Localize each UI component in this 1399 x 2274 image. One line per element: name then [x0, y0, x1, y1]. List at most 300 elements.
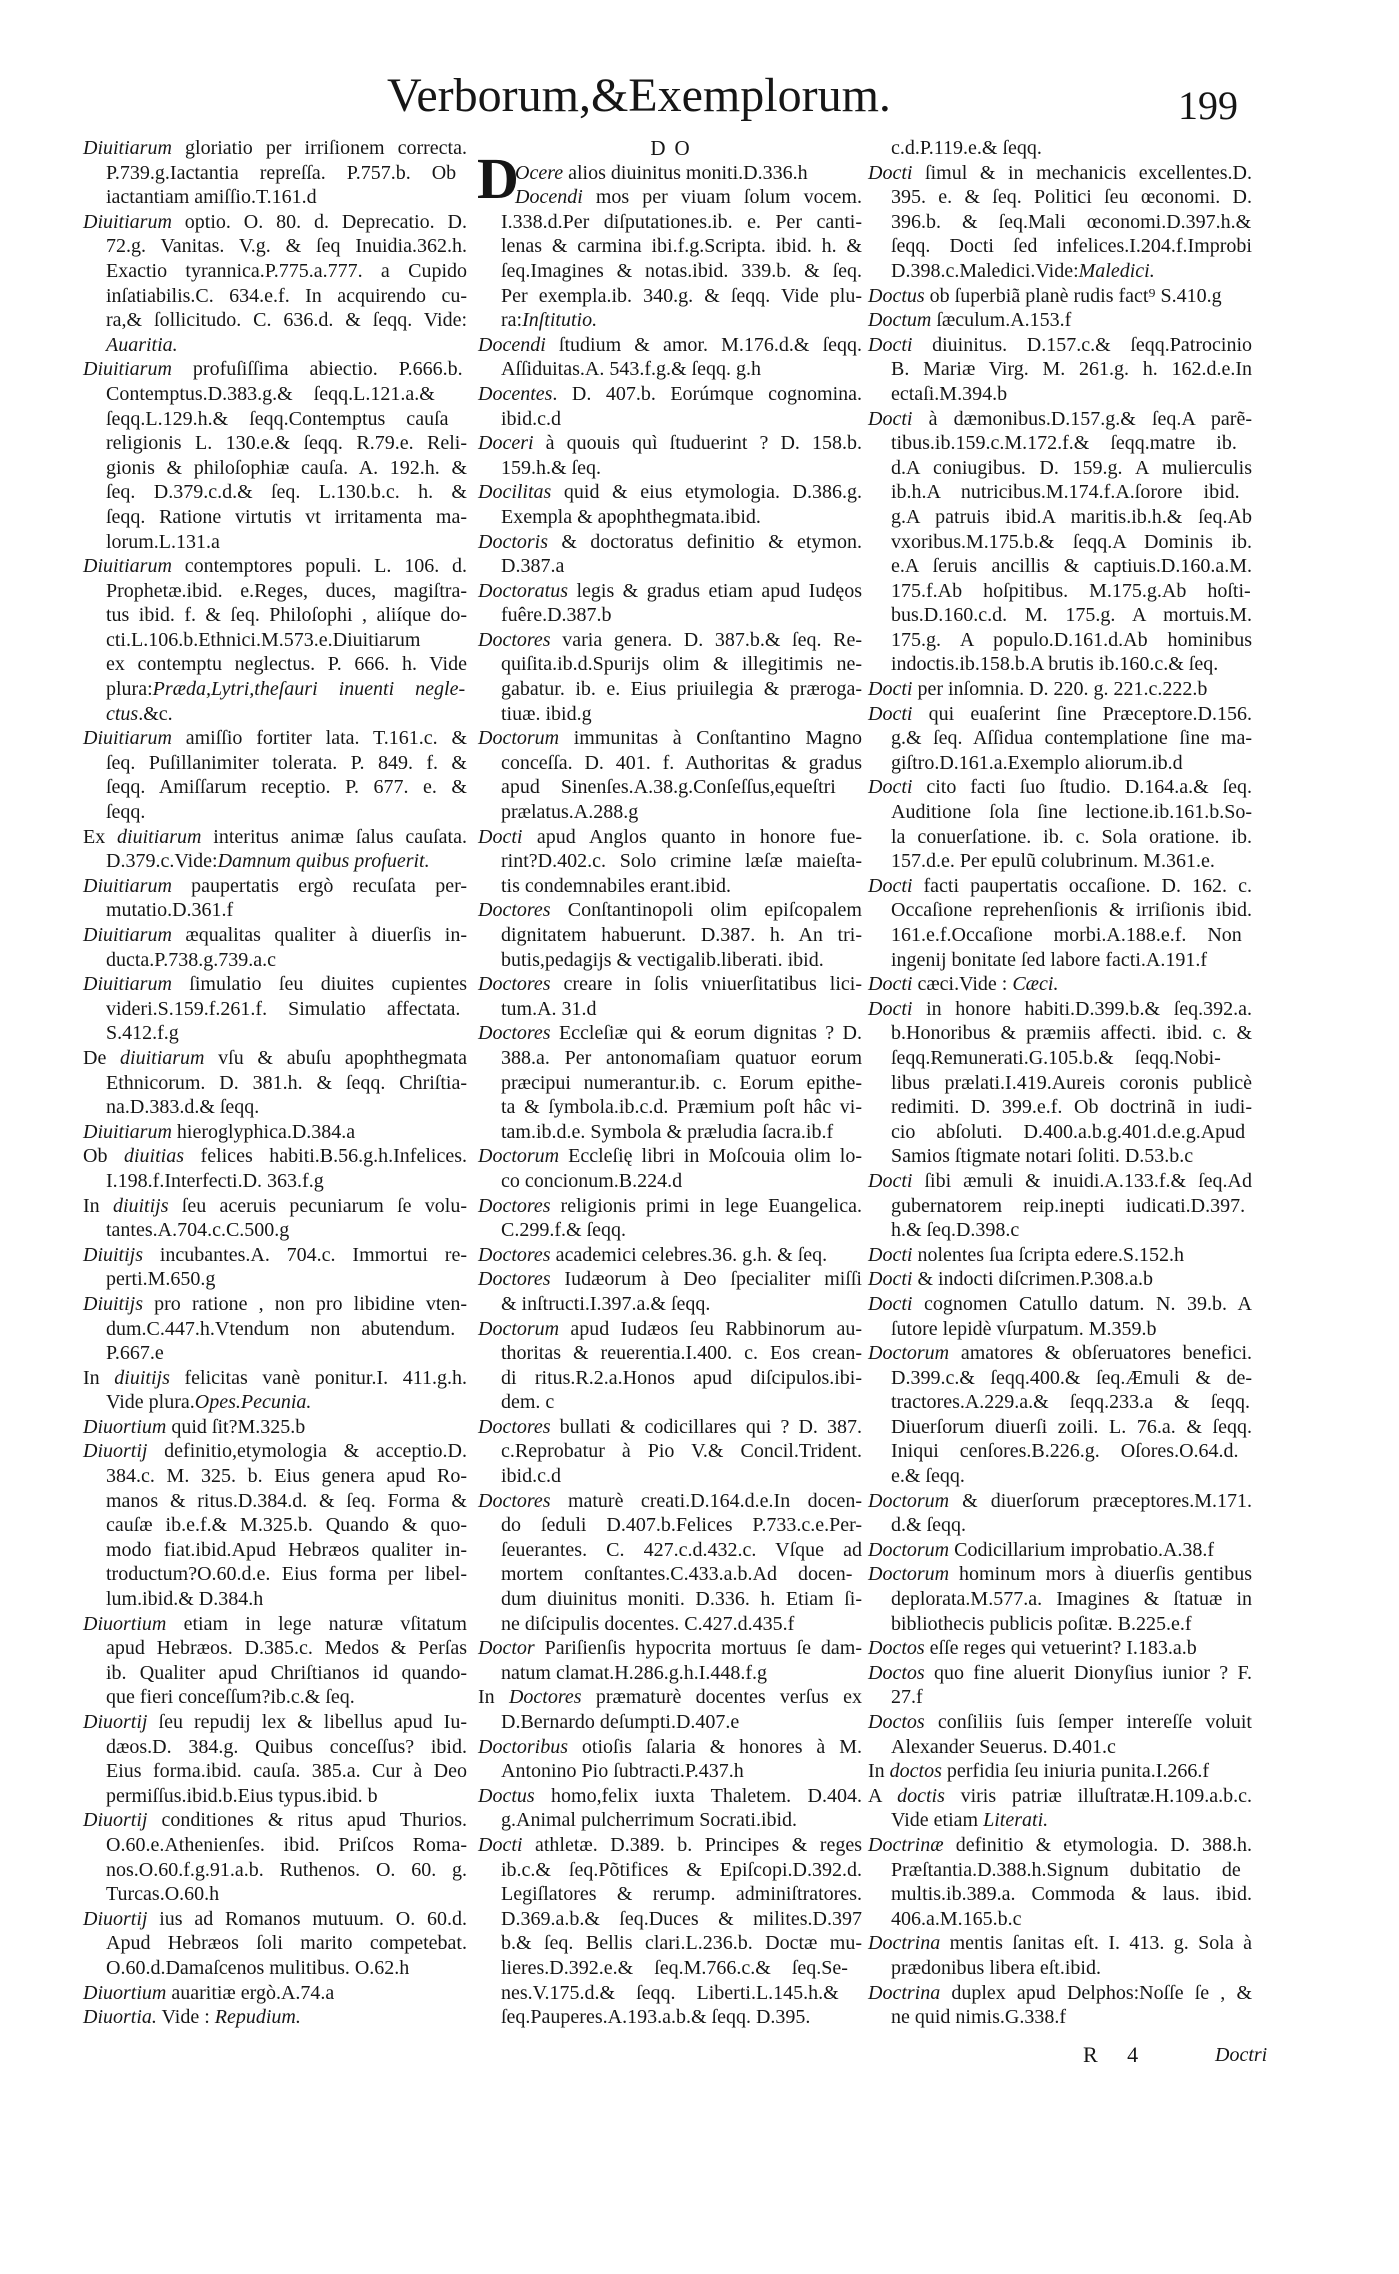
headword: Diuitiarum	[83, 210, 172, 233]
entry-text: I.198.f.Interfecti.D. 363.f.g	[106, 1169, 324, 1192]
line-text	[868, 702, 1252, 727]
entry-text: gloriatio per irriſionem correcta.	[171, 137, 467, 159]
index-line-continuation	[478, 1612, 862, 1637]
entry-text: multis.ib.389.a. Commoda & laus. ibid.	[891, 1883, 1252, 1906]
line-text	[868, 308, 1071, 333]
entry-text: Eius forma.ibid. cauſa. 385.a. Cur à Deo	[106, 1760, 467, 1783]
line-text	[106, 652, 467, 677]
index-line-continuation	[83, 259, 467, 284]
index-entry-line	[478, 1636, 862, 1661]
entry-text: In	[478, 1686, 509, 1709]
line-text	[83, 825, 467, 850]
entry-text: O.60.d.Damaſcenos mulitibus. O.62.h	[106, 1956, 410, 1979]
index-entry-line	[868, 1292, 1252, 1317]
index-line-continuation	[83, 505, 467, 530]
headword: Diuortij	[83, 1809, 148, 1832]
headword: Diuortia.	[83, 2006, 157, 2029]
index-line-continuation	[868, 185, 1252, 210]
index-entry-line	[83, 1144, 467, 1169]
index-entry-line	[83, 1120, 467, 1145]
headword: Opes.Pecunia.	[194, 1391, 312, 1414]
index-line-continuation	[83, 1464, 467, 1489]
index-line-continuation	[478, 1439, 862, 1464]
entry-text: & indocti diſcrimen.P.308.a.b	[912, 1268, 1153, 1291]
index-entry-line	[868, 284, 1252, 309]
line-text	[83, 1144, 467, 1169]
index-line-continuation	[868, 210, 1252, 235]
line-text	[501, 1046, 862, 1071]
index-line-continuation	[478, 751, 862, 776]
index-line-continuation	[868, 1021, 1252, 1046]
entry-text: hominum mors à diuerſis gentibus	[949, 1563, 1252, 1586]
line-text	[501, 210, 862, 235]
entry-text: ra:	[501, 309, 523, 332]
line-text	[83, 1907, 467, 1932]
index-line-continuation	[478, 652, 862, 677]
entry-text: ſeqq. Docti ſed infelices.I.204.f.Improbi	[891, 235, 1252, 258]
headword: Docendi	[515, 186, 583, 209]
index-line-continuation	[478, 1808, 862, 1833]
line-text	[106, 234, 467, 259]
entry-text: amiſſio fortiter lata. T.161.c. &	[171, 727, 467, 750]
index-entry-line	[868, 161, 1252, 186]
headword: Doctos	[868, 1637, 925, 1660]
entry-text: I.338.d.Per diſputationes.ib. e. Per canti-	[501, 210, 862, 233]
entry-text: D.399.c.& ſeqq.400.& ſeq.Æmuli & de-	[891, 1366, 1252, 1389]
line-text	[891, 456, 1252, 481]
headword: Doctrina	[868, 1981, 941, 2004]
entry-text: ius ad Romanos mutuum. O. 60.d.	[147, 1907, 467, 1930]
line-text	[501, 1981, 839, 2006]
line-text	[106, 1661, 467, 1686]
index-line-continuation	[868, 1685, 1252, 1710]
index-line-continuation	[83, 997, 467, 1022]
entry-text: g.& ſeq. Aſſidua contemplatione ſine ma-	[891, 727, 1252, 750]
entry-text: ſimulatio ſeu diuites cupientes	[171, 973, 467, 996]
line-text	[106, 1833, 467, 1858]
index-entry-line	[868, 1981, 1252, 2006]
line-text	[83, 2005, 301, 2030]
index-entry-line	[868, 997, 1252, 1022]
entry-text: incubantes.A. 704.c. Immortui re-	[143, 1243, 467, 1266]
index-entry-line	[868, 1759, 1252, 1784]
headword: doctos	[889, 1760, 942, 1783]
entry-text: quid ſit?M.325.b	[166, 1415, 306, 1438]
entry-text: Exempla & apophthegmata.ibid.	[501, 505, 761, 528]
entry-text: butis,pedagijs & vectigalib.liberati. ibid.	[501, 948, 824, 971]
line-text	[891, 579, 1251, 604]
headword: ctus	[106, 702, 139, 725]
line-text	[106, 284, 467, 309]
entry-text: cauſæ ib.e.f.& M.325.b. Quando & quo-	[106, 1514, 467, 1537]
entry-text: & doctoratus definitio & etymon.	[548, 530, 862, 553]
entry-text: fuêre.D.387.b	[501, 604, 612, 627]
line-text	[83, 1120, 355, 1145]
line-text	[106, 1759, 467, 1784]
entry-text: Auditione ſola ſine lectione.ib.161.b.So-	[891, 801, 1252, 824]
index-line-continuation	[868, 1858, 1252, 1883]
line-text	[83, 1415, 305, 1440]
entry-text: indoctis.ib.158.b.A brutis ib.160.c.& ſeq.	[891, 653, 1219, 676]
headword: doctis	[897, 1784, 945, 1807]
line-text	[868, 1243, 1184, 1268]
index-line-continuation	[868, 1956, 1252, 1981]
line-text	[478, 1021, 862, 1046]
line-text	[83, 136, 467, 161]
headword: Doctoratus	[478, 579, 568, 602]
entry-text: Præſtantia.D.388.h.Signum dubitatio de	[891, 1858, 1241, 1881]
entry-text: lenas & carmina ibi.f.g.Scripta. ibid. h. &	[501, 235, 862, 258]
index-line-continuation	[868, 751, 1252, 776]
index-line-continuation	[83, 1685, 467, 1710]
line-text	[868, 333, 1252, 358]
entry-text: ibid.c.d	[501, 407, 561, 430]
index-line-continuation	[478, 1071, 862, 1096]
index-line-continuation	[868, 530, 1252, 555]
headword: Damnum quibus profuerit.	[217, 850, 430, 873]
headword: Diuitijs	[83, 1292, 144, 1315]
entry-text: ſeqq.L.129.h.& ſeqq.Contemptus cauſa	[106, 407, 449, 430]
line-text	[83, 1612, 467, 1637]
line-text	[106, 308, 467, 333]
entry-text: manos & ritus.D.384.d. & ſeq. Forma &	[106, 1489, 467, 1512]
line-text	[501, 800, 638, 825]
headword: Docti	[868, 1243, 913, 1266]
entry-text: Eccleſię libri in Moſcouia olim lo-	[559, 1145, 862, 1168]
index-entry-line	[478, 1833, 862, 1858]
line-text	[478, 972, 862, 997]
line-text	[891, 554, 1252, 579]
index-entry-line	[478, 382, 862, 407]
line-text	[501, 775, 836, 800]
index-line-continuation	[478, 800, 862, 825]
line-text	[868, 677, 1207, 702]
entry-text: ra,& ſollicitudo. C. 636.d. & ſeqq. Vide:	[106, 309, 467, 332]
entry-text: cæci.Vide :	[912, 973, 1013, 996]
index-line-continuation	[83, 480, 467, 505]
headword: Doctorum	[868, 1489, 950, 1512]
entry-text: dum diuinitus moniti. D.336. h. Etiam ſi-	[501, 1588, 862, 1611]
entry-text: ſeq.Imagines & notas.ibid. 339.b. & ſeq.	[501, 259, 862, 282]
entry-text: academici celebres.36. g.h. & ſeq.	[550, 1243, 828, 1266]
index-entry-line	[83, 1243, 467, 1268]
index-entry-line	[478, 185, 862, 210]
entry-text: ſeu aceruis pecuniarum ſe volu-	[168, 1194, 467, 1217]
entry-text: rint?D.402.c. Solo crimine læſæ maieſta-	[501, 850, 862, 873]
line-text	[478, 333, 862, 358]
line-text	[891, 1907, 1022, 1932]
entry-text: à dæmonibus.D.157.g.& ſeq.A parẽ-	[912, 407, 1252, 430]
line-text	[501, 1292, 710, 1317]
entry-text: giſtro.D.161.a.Exemplo aliorum.ib.d	[891, 751, 1183, 774]
index-entry-line	[83, 1612, 467, 1637]
entry-text: Antonino Pio ſubtracti.P.437.h	[501, 1760, 744, 1783]
index-entry-line	[478, 726, 862, 751]
line-text	[868, 1710, 1252, 1735]
entry-text: per inſomnia. D. 220. g. 221.c.222.b	[912, 678, 1208, 701]
line-text	[501, 407, 561, 432]
headword: Inſtitutio.	[522, 309, 598, 332]
line-text	[891, 898, 1252, 923]
headword: diuitijs	[114, 1366, 170, 1389]
headword: diuitijs	[112, 1194, 169, 1217]
index-line-continuation	[83, 898, 467, 923]
entry-text: ſæculum.A.153.f	[931, 309, 1072, 332]
line-text	[501, 997, 597, 1022]
index-line-continuation	[868, 825, 1252, 850]
entry-text: prælatus.A.288.g	[501, 801, 639, 824]
entry-text: S.412.f.g	[106, 1022, 179, 1045]
line-text	[501, 1366, 862, 1391]
entry-text: perfidia ſeu iniuria punita.I.266.f	[941, 1760, 1210, 1783]
entry-text: lum.ibid.& D.384.h	[106, 1588, 264, 1611]
line-text	[501, 308, 597, 333]
line-text	[891, 1317, 1157, 1342]
line-text	[478, 431, 862, 456]
index-entry-line	[83, 1907, 467, 1932]
entry-text: Exactio tyrannica.P.775.a.777. a Cupido	[106, 259, 467, 282]
entry-text: 406.a.M.165.b.c	[891, 1907, 1022, 1930]
entry-text: duplex apud Delphos:Noſſe ſe , &	[940, 1981, 1252, 2004]
line-text	[106, 530, 220, 555]
line-text	[501, 751, 862, 776]
line-text	[83, 1292, 467, 1317]
headword: Diuortij	[83, 1440, 148, 1463]
index-line-continuation	[83, 1218, 467, 1243]
index-line-continuation	[868, 480, 1252, 505]
index-line-continuation	[478, 456, 862, 481]
line-text	[891, 1046, 1221, 1071]
index-entry-line	[478, 898, 862, 923]
headword: Diuitijs	[83, 1243, 144, 1266]
line-text	[891, 603, 1252, 628]
line-text	[868, 161, 1252, 186]
entry-text: religionis L. 130.e.& ſeqq. R.79.e. Reli-	[106, 432, 467, 455]
entry-text: ib.c.& ſeq.Põtifices & Epiſcopi.D.392.d.	[501, 1858, 862, 1881]
line-text	[106, 456, 467, 481]
headword: Doctus	[478, 1784, 535, 1807]
index-entry-line	[868, 1710, 1252, 1735]
line-text	[868, 1833, 1252, 1858]
entry-text: immunitas à Conſtantino Magno	[559, 727, 862, 750]
line-text	[891, 849, 1215, 874]
index-entry-line	[478, 530, 862, 555]
line-text	[891, 530, 1252, 555]
line-text	[478, 1784, 862, 1809]
entry-text: Turcas.O.60.h	[106, 1883, 220, 1906]
index-line-continuation	[83, 1538, 467, 1563]
line-text	[106, 849, 430, 874]
index-line-continuation	[83, 1882, 467, 1907]
line-text	[891, 357, 1252, 382]
index-entry-line	[868, 1489, 1252, 1514]
line-text	[891, 751, 1183, 776]
headword: Diuortium	[83, 1612, 167, 1635]
entry-text: Conſtantinopoli olim epiſcopalem	[550, 899, 862, 922]
entry-text: in honore habiti.D.399.b.& ſeq.392.a.	[912, 997, 1252, 1020]
index-line-continuation	[868, 1095, 1252, 1120]
index-entry-line	[478, 1194, 862, 1219]
entry-text: d.& ſeqq.	[891, 1514, 966, 1537]
index-column-left	[83, 136, 467, 2030]
index-entry-line	[478, 1144, 862, 1169]
line-text	[868, 874, 1252, 899]
index-line-continuation	[868, 1071, 1252, 1096]
line-text	[106, 505, 467, 530]
entry-text: tum.A. 31.d	[501, 997, 597, 1020]
entry-text: Diuerſorum diuerſi zoili. L. 76.a. & ſeqq.	[891, 1415, 1252, 1438]
line-text	[501, 1759, 744, 1784]
line-text	[83, 357, 463, 382]
line-text	[106, 677, 465, 702]
index-entry-line	[83, 1415, 467, 1440]
entry-text: felices habiti.B.56.g.h.Infelices.	[184, 1145, 467, 1168]
headword: Doctor	[478, 1637, 535, 1660]
entry-text: vxoribus.M.175.b.& ſeqq.A Dominis ib.	[891, 530, 1252, 553]
line-text	[501, 357, 761, 382]
index-line-continuation	[478, 1292, 862, 1317]
headword: Diuitiarum	[83, 137, 172, 159]
headword: Doctores	[478, 1243, 551, 1266]
line-text	[478, 1735, 862, 1760]
entry-text: . D. 407.b. Eorúmque cognomina.	[552, 382, 862, 405]
entry-text: tantes.A.704.c.C.500.g	[106, 1219, 290, 1242]
headword: Docti	[868, 776, 913, 799]
line-text	[501, 1907, 862, 1932]
index-entry-line	[478, 1021, 862, 1046]
entry-text: ſeqq. Ratione virtutis vt irritamenta ma-	[106, 505, 467, 528]
headword: Doceri	[478, 432, 534, 455]
entry-text: e.A ſeruis ancillis & captiuis.D.160.a.M.	[891, 555, 1252, 578]
entry-text: cti.L.106.b.Ethnici.M.573.e.Diuitiarum	[106, 628, 421, 651]
index-line-continuation	[868, 1046, 1252, 1071]
entry-text: Occaſione reprehenſionis & irriſionis ibid.	[891, 899, 1252, 922]
entry-text: ibid.c.d	[501, 1465, 561, 1488]
entry-text: ta & ſymbola.ib.c.d. Præmium poſt hâc vi-	[501, 1096, 862, 1119]
index-line-continuation	[868, 1513, 1252, 1538]
entry-text: plura:	[106, 678, 153, 701]
entry-text: gubernatorem reip.inepti iudicati.D.397.	[891, 1194, 1246, 1217]
entry-text: 396.b. & ſeq.Mali œconomi.D.397.h.&	[891, 210, 1252, 233]
index-entry-line	[478, 972, 862, 997]
index-line-continuation	[478, 308, 862, 333]
line-text	[891, 628, 1252, 653]
line-text	[83, 923, 467, 948]
headword: Diuortij	[83, 1907, 148, 1930]
line-text	[868, 1562, 1252, 1587]
entry-text: mos per viuam ſolum vocem.	[582, 186, 862, 209]
line-text	[478, 1685, 862, 1710]
index-line-continuation	[868, 603, 1252, 628]
headword: Docti	[868, 973, 913, 996]
line-text	[106, 997, 460, 1022]
line-text	[891, 1120, 1245, 1145]
line-text	[106, 948, 276, 973]
line-text	[515, 161, 808, 186]
line-text	[891, 1882, 1252, 1907]
headword: Doctrinæ	[868, 1833, 944, 1856]
index-line-continuation	[868, 456, 1252, 481]
line-text	[106, 1882, 219, 1907]
line-text	[106, 1021, 179, 1046]
index-line-continuation	[83, 849, 467, 874]
entry-text: cito facti ſuo ſtudio. D.164.a.& ſeq.	[912, 776, 1252, 799]
entry-text: co concionum.B.224.d	[501, 1169, 683, 1192]
index-line-continuation	[868, 1120, 1252, 1145]
index-entry-line	[478, 1685, 862, 1710]
index-entry-line	[868, 775, 1252, 800]
line-text	[478, 1194, 862, 1219]
entry-text: que fieri conceſſum?ib.c.& ſeq.	[106, 1686, 355, 1709]
index-entry-line	[868, 702, 1252, 727]
index-line-continuation	[83, 677, 467, 702]
entry-text: P.667.e	[106, 1342, 164, 1365]
line-text	[891, 1095, 1252, 1120]
index-line-continuation	[83, 1021, 467, 1046]
line-text	[83, 210, 467, 235]
line-text	[478, 1243, 827, 1268]
line-text	[106, 603, 467, 628]
index-line-continuation	[478, 554, 862, 579]
line-text	[501, 948, 824, 973]
index-line-continuation	[83, 1317, 467, 1342]
headword: Doctores	[478, 973, 551, 996]
line-text	[106, 1562, 467, 1587]
index-line-continuation	[83, 1759, 467, 1784]
line-text	[891, 431, 1237, 456]
line-text	[106, 1858, 467, 1883]
entry-text: di ritus.R.2.a.Honos apud diſcipulos.ibi-	[501, 1366, 862, 1389]
index-line-continuation	[868, 1808, 1252, 1833]
entry-text: h.& ſeq.D.398.c	[891, 1219, 1020, 1242]
line-text	[868, 997, 1252, 1022]
index-line-continuation	[83, 407, 467, 432]
line-text	[515, 185, 862, 210]
index-line-continuation	[868, 1612, 1252, 1637]
index-line-continuation	[868, 1218, 1252, 1243]
entry-text: quid & eius etymologia. D.386.g.	[551, 481, 862, 504]
entry-text: troductum?O.60.d.e. Eius forma per libel-	[106, 1563, 467, 1586]
line-text	[106, 628, 420, 653]
entry-text: homo,felix iuxta Thaletem. D.404.	[534, 1784, 862, 1807]
entry-text: deplorata.M.577.a. Imagines & ſtatuæ in	[891, 1588, 1252, 1611]
headword: Præda,Lytri,theſauri inuenti negle-	[152, 678, 466, 701]
entry-text: D.387.a	[501, 555, 565, 578]
line-text	[106, 1587, 263, 1612]
index-line-continuation	[868, 1390, 1252, 1415]
entry-text: c.Reprobatur à Pio V.& Concil.Trident.	[501, 1440, 862, 1463]
index-line-continuation	[868, 948, 1252, 973]
index-line-continuation	[83, 1071, 467, 1096]
index-line-continuation	[868, 357, 1252, 382]
line-text	[106, 898, 233, 923]
line-text	[106, 185, 317, 210]
line-text	[891, 382, 1007, 407]
entry-text: ſeuerantes. C. 427.c.d.432.c. Vſque ad	[501, 1538, 862, 1561]
index-entry-line	[868, 1562, 1252, 1587]
entry-text: nolentes ſua ſcripta edere.S.152.h	[912, 1243, 1185, 1266]
entry-text: ſibi æmuli & inuidi.A.133.f.& ſeq.Ad	[912, 1169, 1252, 1192]
line-text	[478, 1636, 862, 1661]
entry-text: Apud Hebræos ſoli marito competebat.	[106, 1932, 467, 1955]
line-text	[868, 1341, 1252, 1366]
line-text	[83, 726, 467, 751]
headword: Diuitiarum	[83, 727, 172, 750]
headword: diuitias	[123, 1145, 184, 1168]
entry-text: ſeqq.Remunerati.G.105.b.& ſeqq.Nobi-	[891, 1046, 1221, 1069]
index-line-continuation	[478, 1858, 862, 1883]
entry-text: permiſſus.ibid.b.Eius typus.ibid. b	[106, 1784, 378, 1807]
